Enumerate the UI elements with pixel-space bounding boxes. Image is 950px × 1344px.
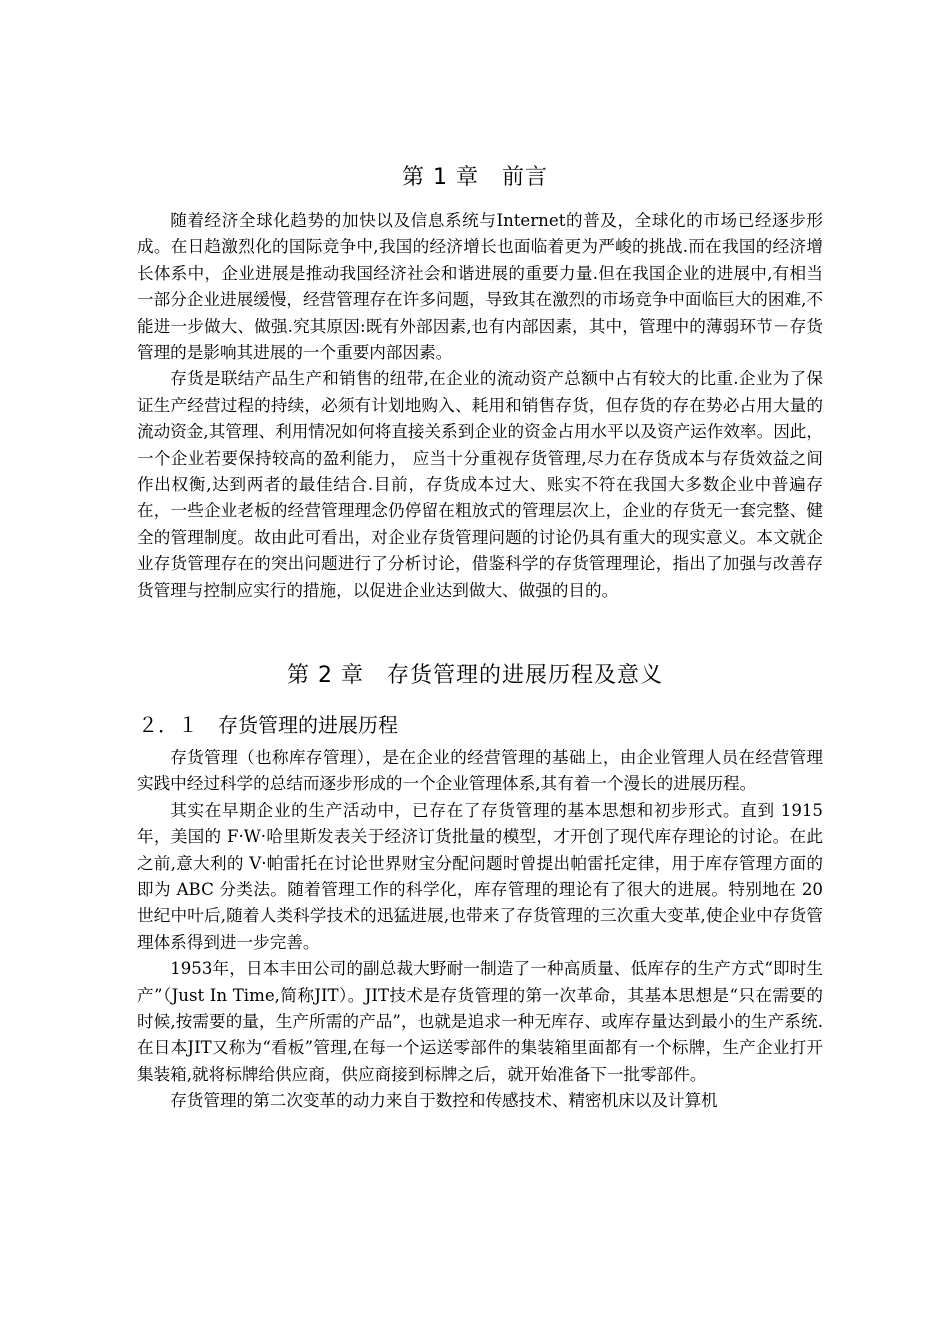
chapter-1-title: 第 1 章 前言 (402, 165, 548, 190)
paragraph: 随着经济全球化趋势的加快以及信息系统与Internet的普及，全球化的市场已经逐步形成。在日趋激烈化的国际竞争中,我国的经济增长也面临着更为严峻的挑战.而在我国的经济增长体系中，企业进展是推动我国经济社会和谐进展的重要力量.但在我国企业的进展中,有相当一部分企业进展缓慢，经营管理存在许多问题，导致其在激烈的市场竞争中面临巨大的困难,不能进一步做大、做强.究其原因:既有外部因素,也有内部因素，其中，管理中的薄弱环节－存货管理的是影响其进展的一个重要内部因素。 (137, 211, 823, 363)
chapter-1-body (137, 208, 823, 604)
paragraph: 存货管理的第二次变革的动力来自于数控和传感技术、精密机床以及计算机 (170, 1091, 718, 1111)
paragraph: 存货是联结产品生产和销售的纽带,在企业的流动资产总额中占有较大的比重.企业为了保证生产经营过程的持续，必须有计划地购入、耗用和销售存货，但存货的存在势必占用大量的流动资金,其管理、利用情况如何将直接关系到企业的资金占用水平以及资产运作效率。因此，一个企业若要保持较高的盈利能力， 应当十分重视存货管理,尽力在存货成本与存货效益之间作出权衡,达到两者的最佳结合.目前，存货成本过大、账实不符在我国大多数企业中普遍存在，一些企业老板的经营管理理念仍停留在粗放式的管理层次上，企业的存货无一套完整、健全的管理制度。故由此可看出，对企业存货管理问题的讨论仍具有重大的现实意义。本文就企业存货管理存在的突出问题进行了分析讨论，借鉴科学的存货管理理论，指出了加强与改善存货管理与控制应实行的措施，以促进企业达到做大、做强的目的。 (137, 369, 823, 600)
paragraph: 1953年，日本丰田公司的副总裁大野耐一制造了一种高质量、低库存的生产方式“即时生产”（Just In Time,简称JIT）。JIT技术是存货管理的第一次革命，其基本思想是“只在需要的时候,按需要的量，生产所需的产品”，也就是追求一种无库存、或库存量达到最小的生产系统.在日本JIT又称为“看板”管理,在每一个运送零部件的集装箱里面都有一个标牌，生产企业打开集装箱,就将标牌给供应商，供应商接到标牌之后，就开始准备下一批零部件。 (137, 959, 823, 1084)
section-2-1-title: ２．１ 存货管理的进展历程 (138, 713, 398, 737)
chapter-2-body (137, 745, 823, 1115)
paragraph: 存货管理（也称库存管理），是在企业的经营管理的基础上，由企业管理人员在经营管理实践中经过科学的总结而逐步形成的一个企业管理体系,其有着一个漫长的进展历程。 (137, 748, 823, 794)
chapter-2-title: 第 2 章 存货管理的进展历程及意义 (287, 663, 663, 688)
paragraph: 其实在早期企业的生产活动中，已存在了存货管理的基本思想和初步形式。直到 1915 年，美国的 F·W·哈里斯发表关于经济订货批量的模型，才开创了现代库存理论的讨论。在此之前,意大利的 V·帕雷托在讨论世界财宝分配问题时曾提出帕雷托定律，用于库存管理方面的即为 ABC 分类法。随着管理工作的科学化，库存管理的理论有了很大的进展。特别地在 20 世纪中叶后,随着人类科学技术的迅猛进展,也带来了存货管理的三次重大变革,使企业中存货管理体系得到进一步完善。 (137, 800, 823, 952)
